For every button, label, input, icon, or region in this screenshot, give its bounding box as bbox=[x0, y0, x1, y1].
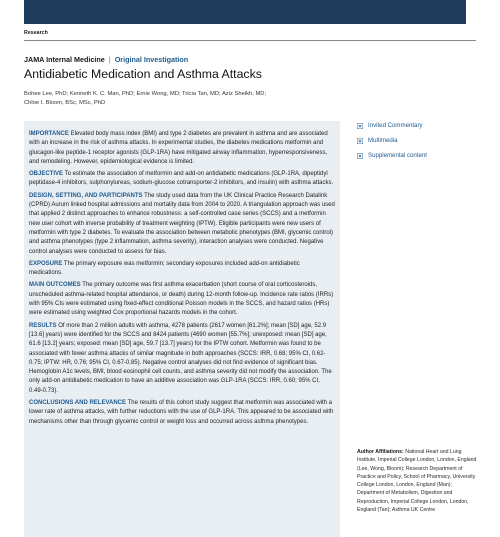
abstract-heading: DESIGN, SETTING, AND PARTICIPANTS bbox=[29, 192, 143, 199]
related-content-links bbox=[357, 121, 427, 166]
abstract-text: Of more than 2 million adults with asthma, 4278 patients (2617 women [61.2%]; mean [SD] age, 52.9 [13.6] years) were identified for the SCCS and 8424 patients (4690 women [55.7%]; unexposed: mean [SD] age, 61.6 [13.2] years; exposed: mean [SD] age, 59.7 [13.7] years) for the IPTW cohort. Metformin was found to be associated with fewer asthma attacks of similar magnitude in both approaches (SCCS: IRR, 0.68; 95% CI, 0.62-0.75; IPTW: HR, 0.76; 95% CI, 0.67-0.85). Negative control analyses did not find evidence of significant bias. Hemoglobin A1c levels, BMI, blood eosinophil cell counts, and asthma severity did not modify the association. The only add-on antidiabetic medication to have an additive association was GLP-1RA (SCCS: IRR, 0.60; 95% CI, 0.49-0.73). bbox=[29, 322, 332, 394]
commentary-icon bbox=[357, 123, 363, 129]
abstract-heading: IMPORTANCE bbox=[29, 131, 69, 137]
abstract-importance bbox=[29, 130, 335, 167]
header-divider bbox=[24, 40, 476, 41]
abstract-heading: RESULTS bbox=[29, 322, 57, 329]
article-type[interactable]: Original Investigation bbox=[114, 55, 189, 64]
supplement-icon bbox=[357, 153, 363, 159]
author-list bbox=[24, 90, 266, 108]
journal-top-bar bbox=[24, 0, 466, 24]
abstract-design bbox=[29, 192, 335, 257]
abstract-heading: MAIN OUTCOMES bbox=[29, 282, 81, 289]
affiliations-heading: Author Affiliations: bbox=[357, 449, 404, 455]
abstract-heading: EXPOSURE bbox=[29, 260, 63, 267]
abstract-text: To estimate the association of metformin and add-on antidiabetic medications (GLP-1RA, dipeptidyl peptidase-4 inhibitors, sulphonylureas, sodium-glucose cotransporter-2 inhibitors, and insulin) with asthma attacks. bbox=[29, 171, 334, 187]
journal-separator: | bbox=[108, 55, 111, 64]
abstract-text: The primary outcome was first asthma exacerbation (short course of oral corticosteroids, unscheduled asthma-related hospital attendance, or death) during 12-month follow-up. Incidence rate ratios (IRRs) with 95% CIs were estimated using fixed-effect conditional Poisson models in the SCCS, and hazard ratios (HRs) were estimated using weighted Cox proportional hazards models in the cohort. bbox=[29, 282, 334, 317]
abstract-objective bbox=[29, 170, 335, 189]
abstract-conclusions bbox=[29, 399, 335, 427]
abstract-box bbox=[24, 121, 340, 537]
link-label: Multimedia bbox=[368, 137, 398, 144]
invited-commentary-link[interactable] bbox=[357, 121, 427, 130]
supplemental-content-link[interactable] bbox=[357, 151, 427, 160]
abstract-exposure bbox=[29, 260, 335, 279]
section-label: Research bbox=[24, 30, 48, 36]
abstract-main-outcomes bbox=[29, 281, 335, 318]
abstract-results bbox=[29, 322, 335, 396]
author-affiliations bbox=[357, 448, 477, 514]
abstract-heading: CONCLUSIONS AND RELEVANCE bbox=[29, 400, 127, 407]
journal-line bbox=[24, 55, 188, 64]
abstract-text: The primary exposure was metformin; secondary exposures included add-on antidiabetic medications. bbox=[29, 260, 300, 277]
article-title: Antidiabetic Medication and Asthma Attacks bbox=[24, 67, 262, 81]
author-line: Chloe I. Bloom, BSc, MSc, PhD bbox=[24, 100, 106, 106]
multimedia-link[interactable] bbox=[357, 136, 427, 145]
author-line: Bohee Lee, PhD; Kenneth K. C. Man, PhD; Ernie Wong, MD; Tricia Tan, MD; Aziz Sheikh, MD; bbox=[24, 91, 267, 97]
affiliations-text: National Heart and Lung Institute, Imperial College London, London, England (Lee, Wong, Bloom); Research Department of Practice and Policy, School of Pharmacy, University College London, London, England (Man); Department of Metabolism, Digestion and Reproduction, Imperial College London, London, England (Tan); Asthma UK Centre bbox=[357, 449, 477, 514]
abstract-heading: OBJECTIVE bbox=[29, 171, 64, 178]
abstract-text: Elevated body mass index (BMI) and type 2 diabetes are prevalent in asthma and are associated with an increase in the risk of asthma attacks. In experimental studies, the diabetes medications metformin and glucagon-like peptide-1 receptor agonists (GLP-1RA) have mitigated airway inflammation, hyperresponsiveness, and remodeling. However, epidemiological evidence is limited. bbox=[29, 131, 328, 165]
abstract-text: The results of this cohort study suggest that metformin was associated with a lower rate of asthma attacks, with further reductions with the use of GLP-1RA. This appeared to be associated with mechanisms other than through glycemic control or weight loss and occurred across asthma phenotypes. bbox=[29, 400, 334, 425]
multimedia-icon bbox=[357, 138, 363, 144]
link-label: Invited Commentary bbox=[368, 122, 423, 129]
link-label: Supplemental content bbox=[368, 152, 427, 159]
abstract-text: The study used data from the UK Clinical Practice Research Datalink (CPRD) Aurum linked hospital admissions and mortality data from 2004 to 2020. A triangulation approach was used that applied 2 distinct approaches to enhance robustness: a self-controlled case series (SCCS) and a metformin new user cohort with inverse probability of treatment weighting (IPTW). Eligible participants were new users of metformin with type 2 diabetes. To evaluate the association between metabolic phenotypes (BMI, glycemic control) and asthma phenotypes (type 2 inflammation, asthma severity), interaction analyses were conducted. Negative control analyses were conducted to assess for bias. bbox=[29, 192, 335, 255]
journal-name: JAMA Internal Medicine bbox=[24, 55, 105, 64]
